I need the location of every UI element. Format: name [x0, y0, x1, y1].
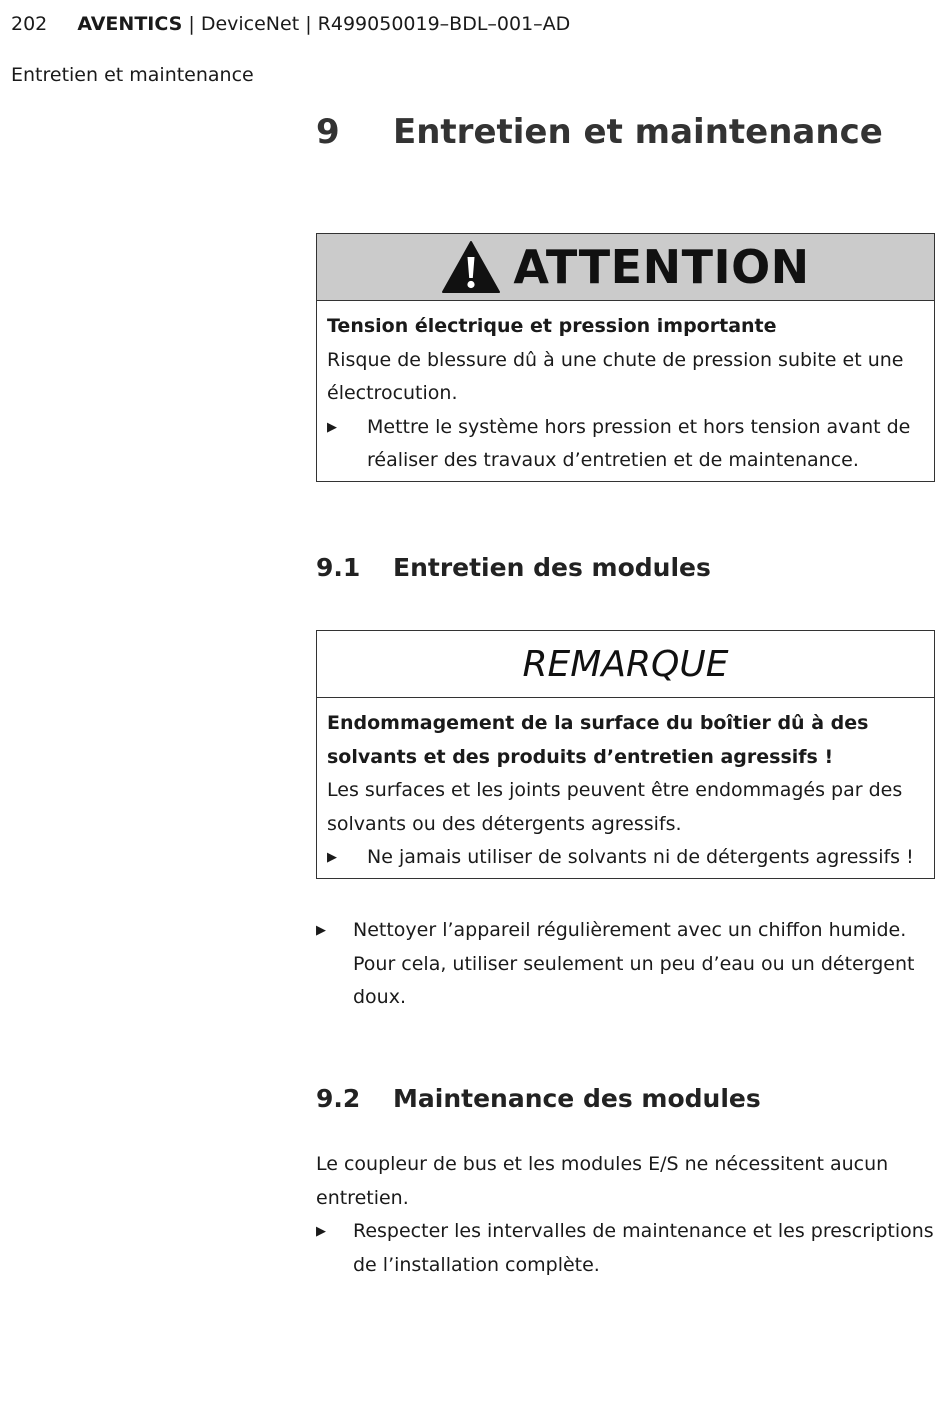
bullet-arrow-icon: ▶: [316, 1224, 326, 1239]
header-separator: |: [305, 13, 312, 35]
product-name: DeviceNet: [200, 13, 300, 35]
running-section-title: Entretien et maintenance: [11, 64, 254, 86]
brand-name: AVENTICS: [77, 13, 183, 35]
page-number: 202: [11, 13, 48, 35]
bullet-arrow-icon: ▶: [327, 419, 337, 435]
bullet-arrow-icon: ▶: [316, 923, 326, 938]
remarque-header: [317, 631, 934, 698]
attention-bullet-text: Mettre le système hors pression et hors tension avant de réaliser des travaux d’entretien et de maintenance.: [367, 415, 911, 471]
chapter-number: 9: [316, 112, 340, 152]
attention-heading: Tension électrique et pression importante: [327, 315, 777, 337]
maintenance-bullet-text: Respecter les intervalles de maintenance et les prescriptions de l’installation complète.: [353, 1220, 934, 1276]
document-id: R499050019–BDL–001–AD: [317, 13, 571, 35]
remarque-bullet-text: Ne jamais utiliser de solvants ni de détergents agressifs !: [367, 846, 914, 868]
section-title: Maintenance des modules: [393, 1084, 761, 1113]
list-item: [316, 1215, 936, 1282]
attention-body: [317, 301, 934, 484]
remarque-box: [316, 630, 935, 879]
section-number: 9.1: [316, 553, 361, 582]
header-separator: |: [188, 13, 195, 35]
remarque-title: REMARQUE: [522, 643, 729, 685]
chapter-title: Entretien et maintenance: [393, 112, 883, 152]
remarque-text: Les surfaces et les joints peuvent être endommagés par des solvants ou des détergents agressifs.: [327, 779, 903, 835]
cleaning-instruction: [316, 914, 936, 1015]
attention-text: Risque de blessure dû à une chute de pression subite et une électrocution.: [327, 348, 904, 404]
list-item: [327, 411, 924, 478]
maintenance-text: Le coupleur de bus et les modules E/S ne nécessitent aucun entretien.: [316, 1153, 889, 1209]
attention-header: [317, 234, 934, 301]
remarque-body: [317, 698, 934, 881]
section-number: 9.2: [316, 1084, 361, 1113]
maintenance-paragraph: [316, 1148, 936, 1282]
warning-triangle-icon: [441, 240, 501, 294]
bullet-arrow-icon: ▶: [327, 850, 337, 865]
section-title: Entretien des modules: [393, 553, 711, 582]
running-header: [11, 13, 570, 35]
remarque-heading: Endommagement de la surface du boîtier dû à des solvants et des produits d’entretien agressifs !: [327, 712, 869, 768]
attention-box: [316, 233, 935, 482]
attention-title: ATTENTION: [513, 240, 810, 294]
cleaning-instruction-text: Nettoyer l’appareil régulièrement avec un chiffon humide. Pour cela, utiliser seulement un peu d’eau ou un détergent doux.: [353, 919, 915, 1008]
list-item: [316, 914, 936, 1015]
list-item: [327, 841, 924, 875]
